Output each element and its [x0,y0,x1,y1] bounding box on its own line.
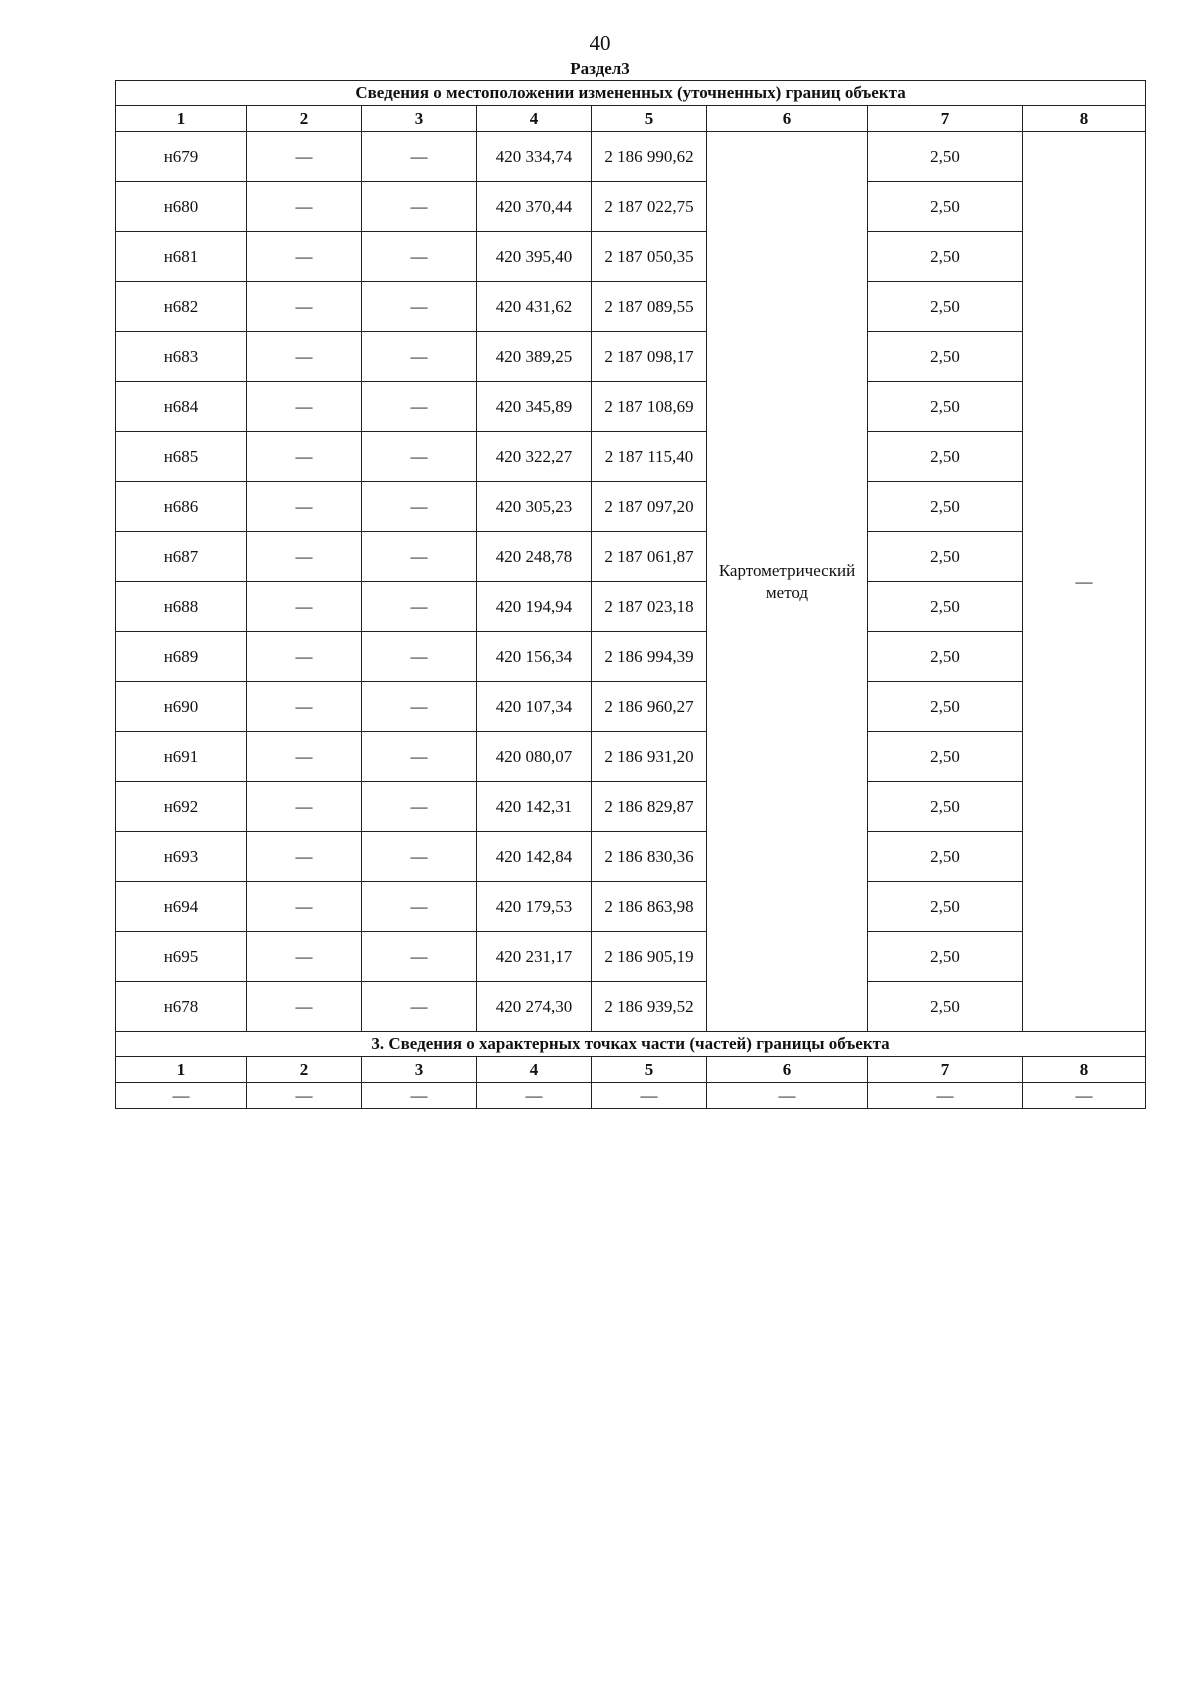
point-name-cell: н694 [116,882,247,932]
table-row [116,182,1146,232]
col3-cell: — [362,682,477,732]
col2-cell: — [247,782,362,832]
table-row [116,432,1146,482]
x-coordinate-cell: 420 179,53 [477,882,592,932]
table2-header-row [116,1057,1146,1083]
x-coordinate-cell: 420 395,40 [477,232,592,282]
accuracy-cell: 2,50 [868,382,1023,432]
table2-title: 3. Сведения о характерных точках части (частей) границы объекта [116,1032,1146,1057]
col2-cell: — [247,582,362,632]
accuracy-cell: 2,50 [868,182,1023,232]
point-name-cell: н685 [116,432,247,482]
accuracy-cell: 2,50 [868,282,1023,332]
y-coordinate-cell: 2 186 990,62 [592,132,707,182]
x-coordinate-cell: 420 194,94 [477,582,592,632]
accuracy-cell: 2,50 [868,432,1023,482]
table1-header-col-7: 7 [868,106,1023,132]
accuracy-cell: 2,50 [868,332,1023,382]
point-name-cell: н686 [116,482,247,532]
point-name-cell: н687 [116,532,247,582]
section-title: Раздел3 [570,59,630,78]
table-row [116,982,1146,1032]
table-row [116,882,1146,932]
x-coordinate-cell: 420 107,34 [477,682,592,732]
y-coordinate-cell: 2 186 830,36 [592,832,707,882]
col3-cell: — [362,432,477,482]
col3-cell: — [362,282,477,332]
table1-header-row [116,106,1146,132]
table-row [116,732,1146,782]
col3-cell: — [362,532,477,582]
col3-cell: — [362,982,477,1032]
point-name-cell: н695 [116,932,247,982]
col3-cell: — [362,732,477,782]
y-coordinate-cell: 2 187 050,35 [592,232,707,282]
col8-cell: — [1023,132,1146,1032]
point-name-cell: н690 [116,682,247,732]
y-coordinate-cell: 2 187 089,55 [592,282,707,332]
col3-cell: — [362,582,477,632]
y-coordinate-cell: 2 186 931,20 [592,732,707,782]
x-coordinate-cell: 420 345,89 [477,382,592,432]
y-coordinate-cell: 2 187 098,17 [592,332,707,382]
table2-cell-col-4: — [477,1083,592,1109]
table2-cell-col-2: — [247,1083,362,1109]
col3-cell: — [362,132,477,182]
col3-cell: — [362,482,477,532]
accuracy-cell: 2,50 [868,132,1023,182]
col3-cell: — [362,882,477,932]
table-row [116,132,1146,182]
accuracy-cell: 2,50 [868,932,1023,982]
table2-header-col-2: 2 [247,1057,362,1083]
y-coordinate-cell: 2 187 097,20 [592,482,707,532]
col3-cell: — [362,382,477,432]
y-coordinate-cell: 2 186 939,52 [592,982,707,1032]
x-coordinate-cell: 420 156,34 [477,632,592,682]
accuracy-cell: 2,50 [868,832,1023,882]
x-coordinate-cell: 420 322,27 [477,432,592,482]
table-row [116,282,1146,332]
col3-cell: — [362,932,477,982]
accuracy-cell: 2,50 [868,782,1023,832]
col3-cell: — [362,332,477,382]
table2-header-col-5: 5 [592,1057,707,1083]
table2-cell-col-7: — [868,1083,1023,1109]
accuracy-cell: 2,50 [868,582,1023,632]
y-coordinate-cell: 2 186 905,19 [592,932,707,982]
col2-cell: — [247,482,362,532]
table-row [116,382,1146,432]
table1-header-col-1: 1 [116,106,247,132]
col2-cell: — [247,532,362,582]
point-name-cell: н692 [116,782,247,832]
page-number: 40 [589,31,611,55]
col2-cell: — [247,982,362,1032]
y-coordinate-cell: 2 186 960,27 [592,682,707,732]
table2-header-col-8: 8 [1023,1057,1146,1083]
x-coordinate-cell: 420 248,78 [477,532,592,582]
table2-header-col-3: 3 [362,1057,477,1083]
x-coordinate-cell: 420 370,44 [477,182,592,232]
table2-header-col-4: 4 [477,1057,592,1083]
table2-cell-col-8: — [1023,1083,1146,1109]
table-row [116,532,1146,582]
table1-header-col-2: 2 [247,106,362,132]
table-row [116,332,1146,382]
table2-header-col-7: 7 [868,1057,1023,1083]
accuracy-cell: 2,50 [868,632,1023,682]
point-name-cell: н681 [116,232,247,282]
col2-cell: — [247,282,362,332]
y-coordinate-cell: 2 186 829,87 [592,782,707,832]
table1-title: Сведения о местоположении измененных (уточненных) границ объекта [116,81,1146,106]
col2-cell: — [247,932,362,982]
col2-cell: — [247,832,362,882]
accuracy-cell: 2,50 [868,532,1023,582]
col2-cell: — [247,132,362,182]
table-row [116,1083,1146,1109]
table1-header-col-8: 8 [1023,106,1146,132]
col2-cell: — [247,432,362,482]
x-coordinate-cell: 420 431,62 [477,282,592,332]
accuracy-cell: 2,50 [868,482,1023,532]
table-row [116,932,1146,982]
table-row [116,482,1146,532]
point-name-cell: н679 [116,132,247,182]
table2-cell-col-6: — [707,1083,868,1109]
point-name-cell: н682 [116,282,247,332]
col2-cell: — [247,732,362,782]
table-row [116,232,1146,282]
y-coordinate-cell: 2 187 061,87 [592,532,707,582]
col3-cell: — [362,182,477,232]
y-coordinate-cell: 2 186 863,98 [592,882,707,932]
table1-header-col-3: 3 [362,106,477,132]
table1-header-col-4: 4 [477,106,592,132]
col2-cell: — [247,182,362,232]
col2-cell: — [247,632,362,682]
point-name-cell: н683 [116,332,247,382]
point-name-cell: н680 [116,182,247,232]
x-coordinate-cell: 420 080,07 [477,732,592,782]
table2-header-col-6: 6 [707,1057,868,1083]
table-row [116,782,1146,832]
point-name-cell: н689 [116,632,247,682]
col3-cell: — [362,832,477,882]
table-row [116,582,1146,632]
table2-header-col-1: 1 [116,1057,247,1083]
y-coordinate-cell: 2 187 022,75 [592,182,707,232]
col3-cell: — [362,232,477,282]
col3-cell: — [362,782,477,832]
table2-cell-col-3: — [362,1083,477,1109]
x-coordinate-cell: 420 142,84 [477,832,592,882]
table1-header-col-6: 6 [707,106,868,132]
col2-cell: — [247,332,362,382]
accuracy-cell: 2,50 [868,982,1023,1032]
x-coordinate-cell: 420 334,74 [477,132,592,182]
col2-cell: — [247,232,362,282]
table2-cell-col-1: — [116,1083,247,1109]
col2-cell: — [247,382,362,432]
x-coordinate-cell: 420 231,17 [477,932,592,982]
y-coordinate-cell: 2 186 994,39 [592,632,707,682]
accuracy-cell: 2,50 [868,232,1023,282]
x-coordinate-cell: 420 389,25 [477,332,592,382]
point-name-cell: н693 [116,832,247,882]
table-row [116,832,1146,882]
accuracy-cell: 2,50 [868,682,1023,732]
table1-header-col-5: 5 [592,106,707,132]
col2-cell: — [247,682,362,732]
table-row [116,632,1146,682]
point-name-cell: н691 [116,732,247,782]
accuracy-cell: 2,50 [868,882,1023,932]
table-row [116,682,1146,732]
y-coordinate-cell: 2 187 023,18 [592,582,707,632]
y-coordinate-cell: 2 187 108,69 [592,382,707,432]
y-coordinate-cell: 2 187 115,40 [592,432,707,482]
x-coordinate-cell: 420 142,31 [477,782,592,832]
method-cell: Картометрический метод [707,132,868,1032]
point-name-cell: н688 [116,582,247,632]
accuracy-cell: 2,50 [868,732,1023,782]
point-name-cell: н684 [116,382,247,432]
point-name-cell: н678 [116,982,247,1032]
x-coordinate-cell: 420 274,30 [477,982,592,1032]
x-coordinate-cell: 420 305,23 [477,482,592,532]
table2-cell-col-5: — [592,1083,707,1109]
col2-cell: — [247,882,362,932]
col3-cell: — [362,632,477,682]
boundary-table [115,80,1146,1109]
